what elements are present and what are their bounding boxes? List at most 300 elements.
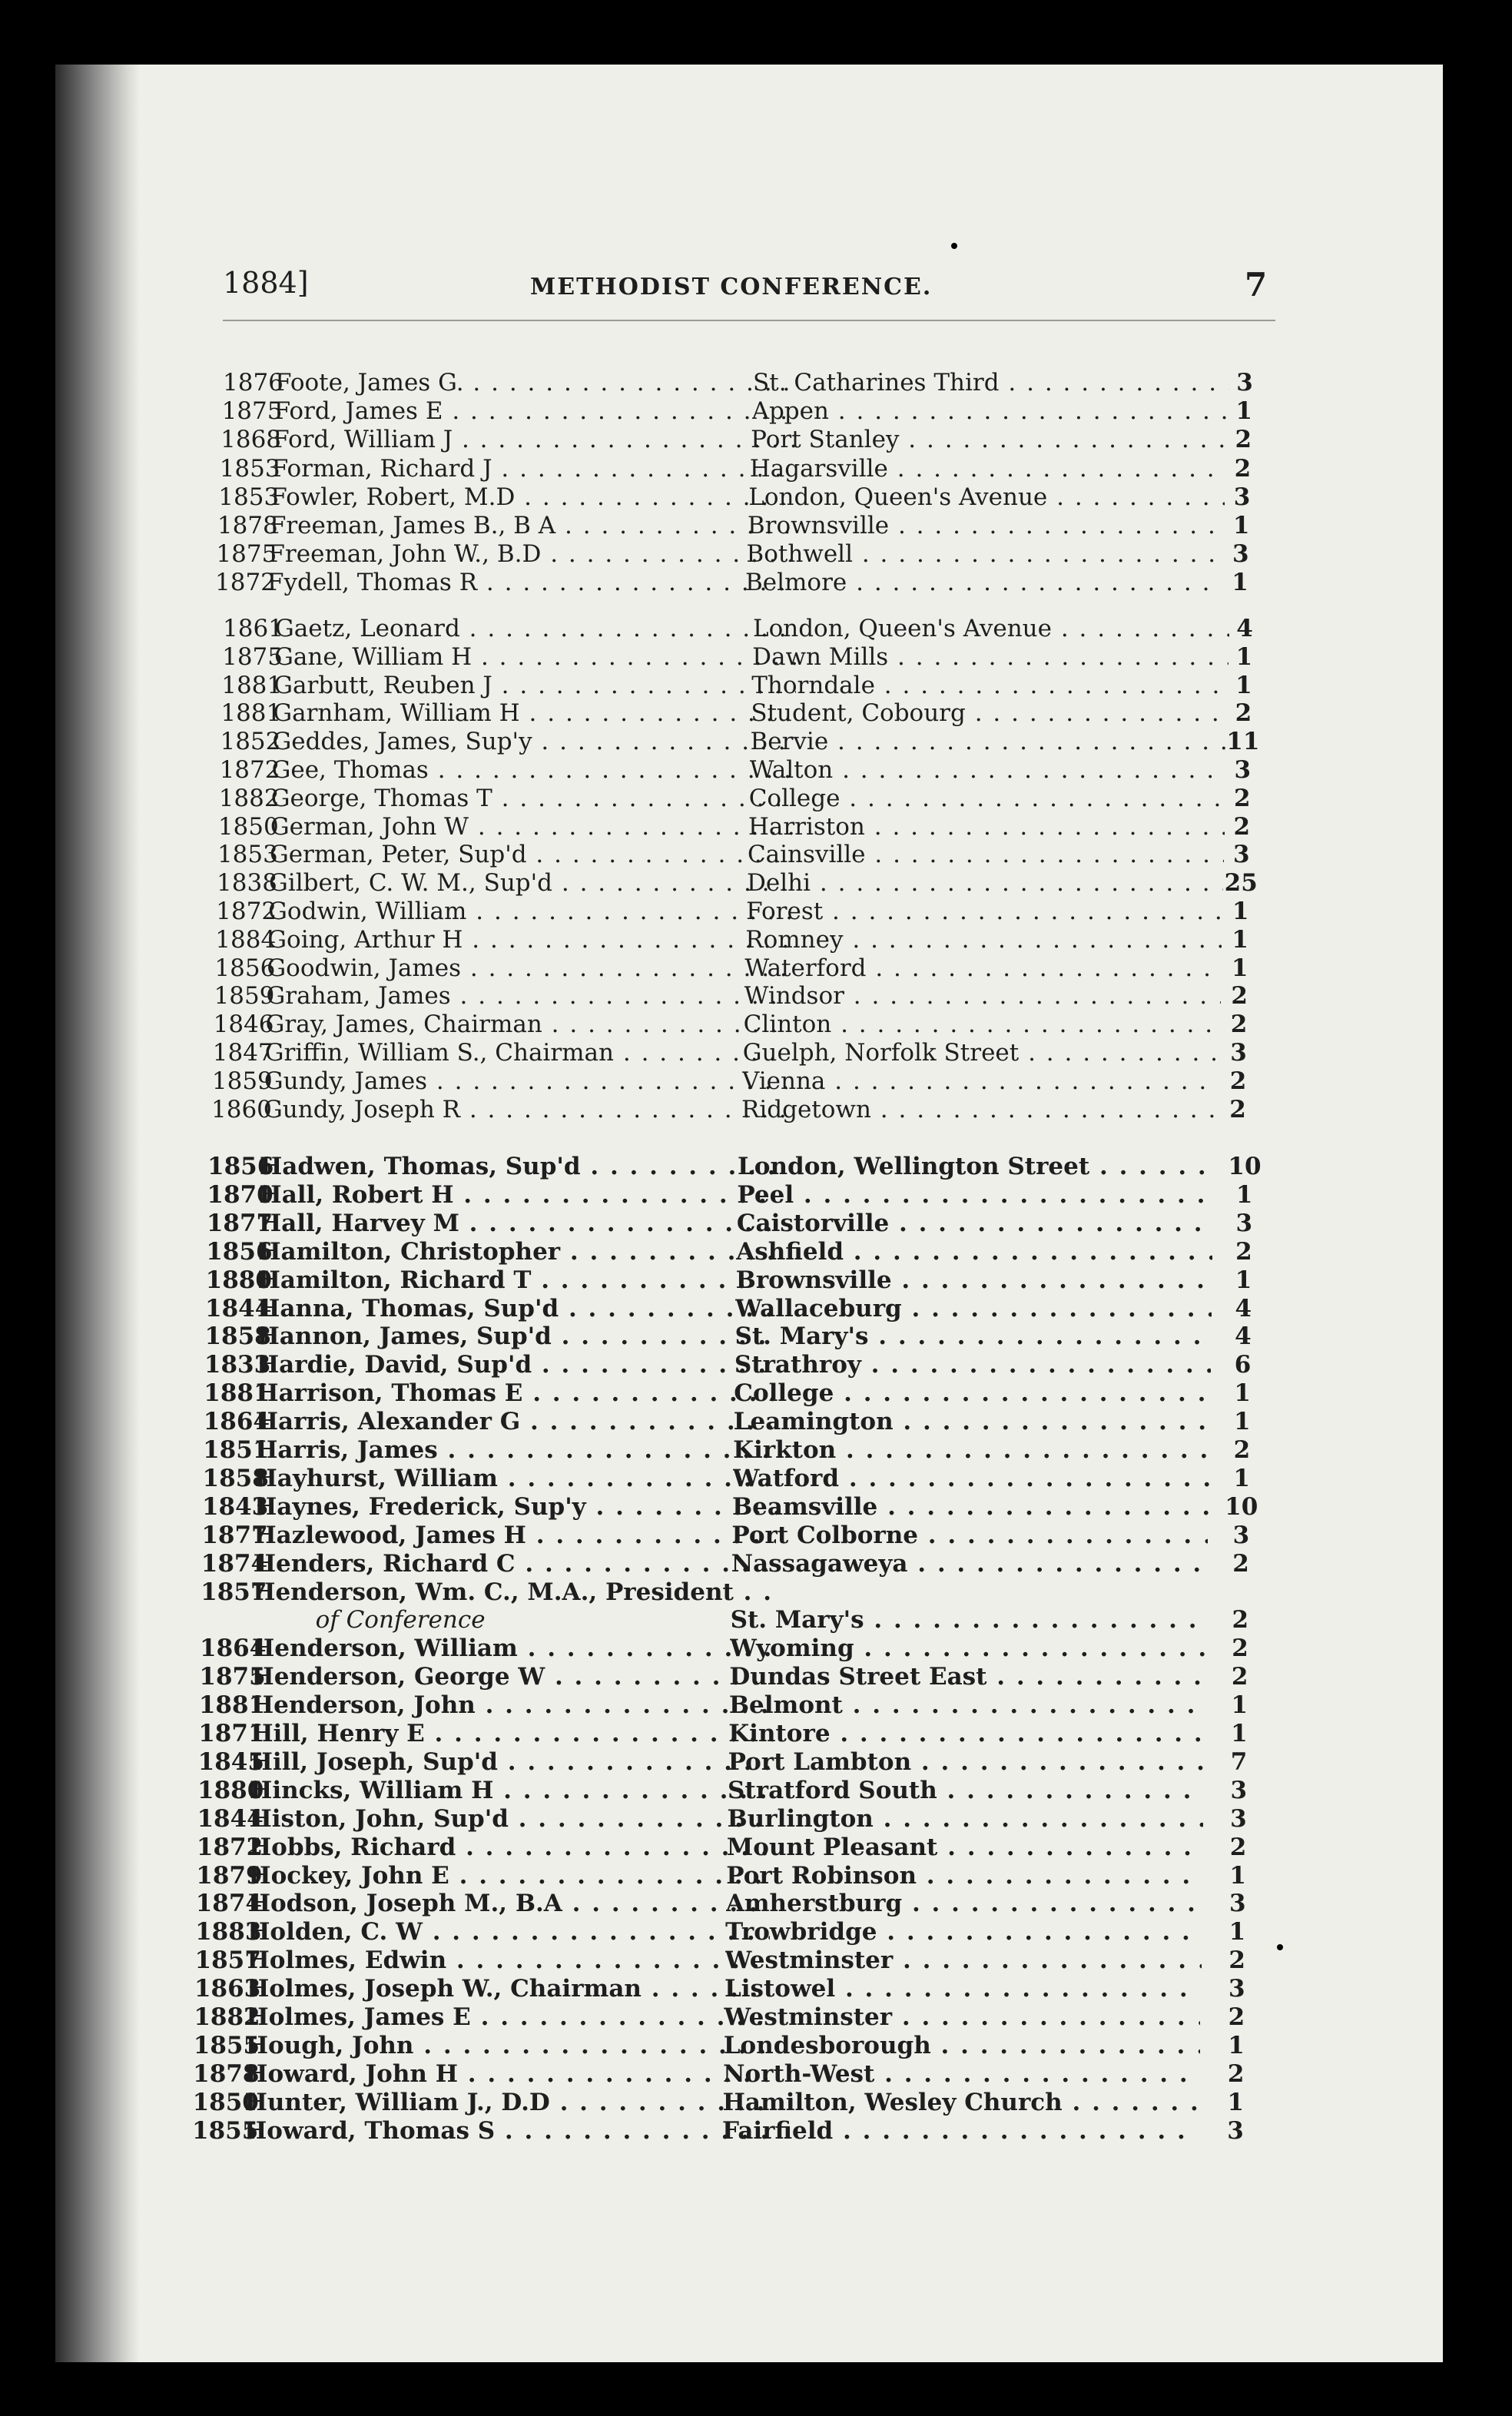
entry-years-count: 2 — [1229, 1095, 1246, 1123]
entry-row — [0, 1210, 1512, 1238]
entry-years-count: 3 — [1232, 841, 1250, 869]
entry-years-count: 1 — [1229, 1861, 1246, 1890]
entry-years-count: 1 — [1227, 2088, 1245, 2116]
entry-circuit: Guelph, Norfolk Street . . . — [743, 1039, 1219, 1067]
entry-years-count: 3 — [1230, 1039, 1247, 1067]
entry-circuit: Vienna . . . — [742, 1067, 1219, 1096]
entry-circuit: Belmore . . . — [745, 569, 1222, 597]
entry-year: 1881 — [204, 1379, 270, 1408]
entry-row — [0, 483, 1512, 512]
entry-year: 1853 — [218, 483, 280, 511]
entry-name: Griffin, William S., Chairman . . . — [265, 1039, 788, 1067]
entry-name: Histon, John, Sup'd . . . — [249, 1805, 771, 1834]
entry-row — [0, 1295, 1512, 1323]
entry-row — [0, 1322, 1512, 1351]
entry-row — [0, 1862, 1512, 1890]
entry-name: Hill, Henry E . . . — [250, 1720, 773, 1748]
entry-circuit: Amherstburg . . . — [726, 1890, 1202, 1918]
entry-circuit: Bothwell . . . — [746, 540, 1222, 569]
entry-row — [0, 1550, 1512, 1578]
entry-year: 1879 — [196, 1861, 263, 1890]
entry-circuit: Mount Pleasant . . . — [727, 1834, 1203, 1862]
entry-row — [0, 1522, 1512, 1550]
entry-circuit: Student, Cobourg . . . — [751, 699, 1227, 728]
entry-years-count: 2 — [1229, 1833, 1247, 1861]
entry-circuit: Clinton . . . — [744, 1011, 1220, 1039]
entry-circuit: Listowel . . . — [724, 1975, 1201, 2003]
entry-circuit: Hagarsville . . . — [750, 455, 1226, 483]
entry-years-count: 1 — [1228, 1918, 1246, 1946]
entry-year: 1856 — [207, 1153, 274, 1180]
entry-row — [0, 1465, 1512, 1493]
entry-years-count: 2 — [1232, 1549, 1249, 1578]
entry-name: Gilbert, C. W. M., Sup'd . . . — [269, 869, 791, 898]
entry-years-count: 2 — [1228, 2003, 1245, 2031]
entry-name: Hannon, James, Sup'd . . . — [257, 1322, 779, 1351]
entry-years-count: 3 — [1232, 1521, 1250, 1549]
entry-row — [0, 569, 1512, 597]
entry-years-count: 1 — [1234, 1379, 1251, 1408]
entry-years-count: 1 — [1235, 642, 1253, 671]
entry-circuit: Ridgetown . . . — [741, 1096, 1218, 1124]
entry-row — [0, 1379, 1512, 1408]
entry-year: 1870 — [207, 1180, 274, 1209]
entry-name: Godwin, William . . . — [268, 898, 791, 926]
entry-year: 1880 — [205, 1266, 272, 1294]
entry-year: 1876 — [223, 369, 284, 397]
entry-years-count: 2 — [1232, 1606, 1249, 1634]
entry-row — [0, 898, 1512, 926]
entry-year: 1884 — [215, 925, 277, 954]
entry-circuit: Nassagaweya . . . — [731, 1550, 1208, 1578]
entry-circuit: Westminster . . . — [724, 2003, 1200, 2032]
entry-year: 1872 — [219, 756, 280, 784]
entry-circuit: Ashfield . . . — [736, 1238, 1212, 1266]
entry-name: Henderson, George W . . . — [251, 1663, 774, 1691]
entry-year: 1880 — [197, 1776, 264, 1804]
entry-name: Garbutt, Reuben J . . . — [274, 672, 796, 700]
entry-row — [0, 869, 1512, 898]
header-title: METHODIST CONFERENCE. — [530, 274, 933, 300]
entry-name: Hough, John . . . — [246, 2032, 768, 2060]
entry-circuit: Leamington . . . — [734, 1408, 1210, 1436]
entry-years-count: 3 — [1228, 1975, 1245, 2003]
entry-row — [0, 672, 1512, 700]
entry-year: 1858 — [204, 1322, 271, 1351]
entry-row — [0, 2060, 1512, 2089]
entry-name: Hobbs, Richard . . . — [249, 1834, 771, 1862]
entry-name: Hazlewood, James H . . . — [254, 1522, 776, 1550]
entry-row — [0, 954, 1512, 983]
entry-name: Hall, Harvey M . . . — [259, 1210, 781, 1238]
entry-years-count: 4 — [1235, 1322, 1252, 1351]
entry-row — [0, 1946, 1512, 1975]
entry-year: 1861 — [223, 615, 284, 642]
entry-row — [0, 1153, 1512, 1181]
entry-circuit: Port Robinson . . . — [726, 1862, 1202, 1890]
entry-name: Hall, Robert H . . . — [259, 1181, 781, 1210]
entry-years-count: 3 — [1235, 1209, 1253, 1237]
entry-name: Forman, Richard J . . . — [272, 455, 794, 483]
entry-year: 1875 — [221, 397, 283, 426]
entry-row — [0, 982, 1512, 1011]
entry-circuit: Peel . . . — [737, 1181, 1213, 1210]
entry-name: German, John W . . . — [270, 813, 793, 841]
entry-circuit: Windsor . . . — [744, 982, 1221, 1011]
entry-years-count: 2 — [1232, 1634, 1248, 1663]
entry-circuit: Fairfield . . . — [722, 2117, 1199, 2146]
entry-name: German, Peter, Sup'd . . . — [270, 841, 792, 869]
entry-year: 1874 — [201, 1549, 268, 1578]
entry-circuit: Dundas Street East . . . — [729, 1663, 1205, 1691]
entry-row — [0, 1805, 1512, 1834]
entry-years-count: 2 — [1227, 2059, 1245, 2088]
entry-years-count: 2 — [1231, 1663, 1248, 1691]
entry-circuit: Beamsville . . . — [732, 1493, 1209, 1522]
entry-name: Gane, William H . . . — [274, 643, 797, 672]
entry-year: 1881 — [220, 699, 282, 728]
entry-year: 1872 — [216, 898, 277, 925]
entry-years-count: 1 — [1235, 1180, 1253, 1209]
entry-years-count: 1 — [1231, 1691, 1248, 1720]
entry-year: 1853 — [219, 454, 280, 483]
entry-years-count: 3 — [1232, 540, 1249, 569]
entry-circuit: St. Mary's . . . — [731, 1606, 1207, 1634]
entry-circuit: London, Wellington Street . . . — [738, 1153, 1214, 1181]
entry-year: 1868 — [220, 426, 282, 454]
entry-row — [0, 1436, 1512, 1465]
entry-row — [0, 756, 1512, 785]
entry-row — [0, 397, 1512, 426]
entry-years-count: 2 — [1233, 1436, 1251, 1464]
entry-name: Hill, Joseph, Sup'd . . . — [250, 1748, 773, 1777]
print-speck — [951, 243, 957, 249]
entry-circuit: Westminster . . . — [725, 1946, 1202, 1975]
entry-years-count: 3 — [1230, 1804, 1247, 1833]
entry-name: Hodson, Joseph M., B.A . . . — [248, 1890, 771, 1918]
entry-year: 1856 — [214, 954, 276, 982]
entry-circuit: Watford . . . — [733, 1465, 1209, 1493]
entry-year: 1877 — [201, 1521, 268, 1549]
entry-years-count: 10 — [1228, 1153, 1262, 1180]
entry-name: Ford, James E . . . — [274, 397, 797, 426]
entry-row — [0, 512, 1512, 540]
entry-row — [0, 1606, 1512, 1634]
entry-years-count: 3 — [1227, 2116, 1244, 2145]
entry-circuit: Cainsville . . . — [748, 841, 1224, 869]
entry-row — [0, 813, 1512, 841]
entry-years-count: 7 — [1230, 1747, 1248, 1776]
entry-circuit: North-West . . . — [723, 2060, 1199, 2089]
entry-name: Howard, John H . . . — [245, 2060, 768, 2089]
entry-row — [0, 2003, 1512, 2032]
page-number: 7 — [1245, 266, 1268, 304]
entry-name: Freeman, James B., B A . . . — [270, 512, 792, 540]
entry-years-count: 2 — [1229, 1067, 1247, 1095]
entry-year: 1855 — [193, 2031, 260, 2059]
entry-circuit: College . . . — [734, 1379, 1210, 1408]
entry-circuit: Dawn Mills . . . — [752, 643, 1228, 672]
entry-circuit: Hamilton, Wesley Church . . . — [723, 2089, 1199, 2117]
entry-circuit: Romney . . . — [745, 926, 1222, 954]
entry-years-count: 10 — [1225, 1492, 1258, 1521]
entry-row — [0, 1266, 1512, 1295]
entry-name: Foote, James G. . . . — [275, 369, 797, 397]
entry-name: Gray, James, Chairman . . . — [266, 1011, 788, 1039]
entry-year: 1882 — [194, 2003, 260, 2031]
entry-name: Hardie, David, Sup'd . . . — [257, 1351, 779, 1379]
entry-year: 1857 — [194, 1946, 261, 1975]
entry-circuit: Port Stanley . . . — [751, 426, 1227, 454]
entry-year: 1851 — [203, 1436, 270, 1464]
entry-years-count: 4 — [1235, 1294, 1252, 1322]
entry-years-count: 2 — [1228, 1946, 1245, 1975]
entry-years-count: 2 — [1234, 454, 1252, 483]
entry-years-count: 4 — [1236, 615, 1253, 642]
entry-name: Hanna, Thomas, Sup'd . . . — [257, 1295, 780, 1323]
entry-years-count: 11 — [1226, 728, 1260, 756]
entry-row — [0, 2032, 1512, 2060]
entry-name: Hamilton, Christopher . . . — [258, 1238, 781, 1266]
entry-circuit: Stratford South . . . — [728, 1777, 1204, 1805]
entry-row — [0, 699, 1512, 728]
entry-year: 1881 — [221, 671, 283, 699]
entry-row — [0, 1493, 1512, 1522]
entry-row — [0, 1834, 1512, 1862]
entry-years-count: 3 — [1233, 483, 1251, 511]
entry-year: 1859 — [214, 982, 275, 1011]
entry-row — [0, 1578, 1512, 1607]
entry-year: 1875 — [222, 642, 284, 671]
entry-year: 1878 — [193, 2059, 260, 2088]
entry-row — [0, 1975, 1512, 2003]
entry-name: Harris, Alexander G . . . — [256, 1408, 778, 1436]
entry-row — [0, 841, 1512, 869]
entry-years-count: 1 — [1233, 1464, 1250, 1492]
entry-years-count: 6 — [1234, 1351, 1252, 1379]
entry-row — [0, 426, 1512, 454]
entry-name: Harris, James . . . — [255, 1436, 778, 1465]
entry-name: Graham, James . . . — [267, 982, 789, 1011]
entry-circuit: Wyoming . . . — [730, 1634, 1206, 1663]
entry-year: 1860 — [211, 1095, 272, 1123]
entry-name: Ford, William J . . . — [273, 426, 795, 454]
entry-row — [0, 1011, 1512, 1039]
entry-circuit: Bervie . . . — [750, 728, 1226, 756]
entry-row — [0, 1351, 1512, 1379]
entry-name: Hamilton, Richard T . . . — [258, 1266, 781, 1295]
entry-years-count: 2 — [1235, 699, 1252, 728]
entry-circuit: St. Catharines Third . . . — [753, 369, 1229, 397]
entry-name: Holmes, Joseph W., Chairman . . . — [247, 1975, 769, 2003]
entry-year: 1838 — [217, 869, 277, 898]
entry-circuit: Appen . . . — [752, 397, 1228, 426]
entry-circuit: Wallaceburg . . . — [735, 1295, 1212, 1323]
entry-row — [0, 728, 1512, 756]
entry-row — [0, 615, 1512, 643]
entry-name: Holmes, James E . . . — [246, 2003, 768, 2032]
entry-year: 1881 — [198, 1691, 266, 1720]
entry-year: 1863 — [194, 1975, 261, 2003]
entry-years-count: 2 — [1233, 812, 1251, 841]
entry-year: 1864 — [203, 1408, 270, 1436]
entry-row — [0, 1691, 1512, 1720]
entry-years-count: 1 — [1232, 898, 1249, 925]
entry-name: Holden, C. W . . . — [247, 1918, 770, 1946]
entry-year: 1843 — [201, 1492, 269, 1521]
entry-row — [0, 1720, 1512, 1748]
entry-name: Henderson, John . . . — [251, 1691, 774, 1720]
entry-circuit: Delhi . . . — [747, 869, 1223, 898]
entry-name-continued: of Conference — [315, 1606, 486, 1634]
header-year: 1884] — [223, 266, 309, 300]
entry-name: Howard, Thomas S . . . — [244, 2117, 767, 2146]
entry-name: Gaetz, Leonard . . . — [275, 615, 797, 643]
entry-row — [0, 1777, 1512, 1805]
entry-row — [0, 1408, 1512, 1436]
entry-name: Hunter, William J., D.D . . . — [245, 2089, 768, 2117]
entry-year: 1878 — [217, 512, 278, 539]
entry-year: 1872 — [196, 1833, 264, 1861]
entry-year: 1850 — [217, 812, 279, 841]
entry-row — [0, 1181, 1512, 1210]
entry-circuit: Londesborough . . . — [724, 2032, 1200, 2060]
entry-circuit: Caistorville . . . — [737, 1210, 1213, 1238]
entry-year: 1844 — [205, 1294, 272, 1322]
entry-name: George, Thomas T . . . — [271, 785, 794, 813]
entry-year: 1875 — [216, 540, 277, 569]
entry-circuit: Kintore . . . — [728, 1720, 1205, 1748]
entry-year: 1844 — [197, 1804, 264, 1833]
entry-name: Harrison, Thomas E . . . — [256, 1379, 778, 1408]
entry-circuit: College . . . — [749, 785, 1225, 813]
entry-name: Haynes, Frederick, Sup'y . . . — [254, 1493, 777, 1522]
entry-circuit: Port Colborne . . . — [731, 1522, 1208, 1550]
entry-circuit: Harriston . . . — [748, 813, 1225, 841]
entry-name: Going, Arthur H . . . — [267, 926, 790, 954]
entry-circuit: Thorndale . . . — [751, 672, 1228, 700]
entry-name: Gundy, Joseph R . . . — [264, 1096, 786, 1124]
entry-name: Goodwin, James . . . — [267, 954, 789, 983]
entry-years-count: 2 — [1231, 982, 1248, 1011]
entry-name: Gee, Thomas . . . — [272, 756, 794, 785]
entry-circuit: Burlington . . . — [727, 1805, 1203, 1834]
entry-row — [0, 1238, 1512, 1266]
entry-year: 1882 — [218, 784, 280, 812]
entry-name: Geddes, James, Sup'y . . . — [272, 728, 794, 756]
entry-year: 1877 — [206, 1209, 274, 1237]
entry-circuit: St. Mary's . . . — [734, 1322, 1211, 1351]
entry-row — [0, 1918, 1512, 1946]
entry-name: Holmes, Edwin . . . — [247, 1946, 770, 1975]
entry-row — [0, 2089, 1512, 2117]
entry-row — [0, 455, 1512, 483]
entry-name: Henderson, Wm. C., M.A., President . . . — [253, 1578, 775, 1607]
entry-year: 1833 — [204, 1351, 271, 1379]
entry-years-count: 1 — [1231, 1720, 1248, 1747]
entry-year: 1852 — [220, 728, 281, 756]
entry-years-count: 1 — [1228, 2031, 1245, 2059]
entry-row — [0, 540, 1512, 569]
entry-years-count: 2 — [1234, 784, 1251, 812]
entry-year: 1847 — [212, 1039, 274, 1067]
entry-years-count: 25 — [1224, 869, 1258, 898]
entry-name: Hincks, William H . . . — [250, 1777, 772, 1805]
entry-circuit: Waterford . . . — [744, 954, 1221, 983]
entry-year: 1856 — [206, 1237, 273, 1266]
entry-name: Garnham, William H . . . — [273, 699, 795, 728]
entry-name: Henders, Richard C . . . — [254, 1550, 776, 1578]
entry-row — [0, 1067, 1512, 1096]
entry-name: Hadwen, Thomas, Sup'd . . . — [260, 1153, 782, 1181]
entry-year: 1874 — [195, 1890, 262, 1918]
entry-row — [0, 926, 1512, 954]
entry-year: 1883 — [195, 1918, 262, 1946]
entry-year: 1853 — [217, 841, 278, 869]
entry-year: 1872 — [215, 569, 276, 597]
entry-year: 1859 — [211, 1067, 273, 1095]
entry-year: 1871 — [198, 1720, 265, 1747]
entry-name: Hayhurst, William . . . — [255, 1465, 778, 1493]
entry-years-count: 1 — [1232, 512, 1250, 539]
entry-year: 1855 — [192, 2116, 259, 2145]
entry-years-count: 1 — [1231, 954, 1248, 982]
entry-row — [0, 2117, 1512, 2146]
entry-years-count: 1 — [1232, 925, 1248, 954]
entry-year: 1875 — [199, 1663, 266, 1691]
entry-circuit: Belmont . . . — [729, 1691, 1205, 1720]
entry-years-count: 1 — [1235, 397, 1252, 426]
header-rule — [223, 320, 1275, 321]
entry-circuit: Trowbridge . . . — [725, 1918, 1202, 1946]
entry-row — [0, 785, 1512, 813]
entry-year: 1857 — [201, 1578, 267, 1606]
entry-circuit: Kirkton . . . — [733, 1436, 1209, 1465]
entry-row — [0, 1096, 1512, 1124]
entry-name: Fydell, Thomas R . . . — [267, 569, 790, 597]
entry-circuit: Brownsville . . . — [736, 1266, 1212, 1295]
entry-row — [0, 1039, 1512, 1067]
entry-year: 1864 — [200, 1634, 267, 1663]
entry-years-count: 3 — [1236, 369, 1253, 397]
entry-years-count: 1 — [1235, 671, 1252, 699]
entry-row — [0, 369, 1512, 397]
entry-row — [0, 1663, 1512, 1691]
entry-year: 1846 — [213, 1011, 274, 1039]
entry-name: Hockey, John E . . . — [248, 1862, 771, 1890]
entry-circuit: Forest . . . — [746, 898, 1222, 926]
entry-circuit: Port Lambton . . . — [728, 1748, 1205, 1777]
entry-year: 1845 — [197, 1747, 264, 1776]
entry-circuit: London, Queen's Avenue . . . — [748, 483, 1225, 512]
entry-years-count: 3 — [1234, 756, 1252, 784]
entry-name: Gundy, James . . . — [264, 1067, 787, 1096]
entry-name: Henderson, William . . . — [252, 1634, 774, 1663]
entry-row — [0, 1890, 1512, 1918]
entry-circuit: Brownsville . . . — [748, 512, 1224, 540]
entry-year: 1850 — [192, 2088, 259, 2116]
entry-row — [0, 643, 1512, 672]
entry-circuit: Walton . . . — [750, 756, 1226, 785]
entry-years-count: 1 — [1234, 1408, 1251, 1436]
entry-year: 1858 — [202, 1464, 269, 1492]
entry-years-count: 3 — [1230, 1776, 1248, 1804]
entry-years-count: 2 — [1230, 1011, 1248, 1039]
entry-years-count: 3 — [1229, 1890, 1246, 1918]
entry-circuit: Strathroy . . . — [734, 1351, 1211, 1379]
entry-years-count: 1 — [1235, 1266, 1252, 1294]
entry-name: Freeman, John W., B.D . . . — [268, 540, 791, 569]
